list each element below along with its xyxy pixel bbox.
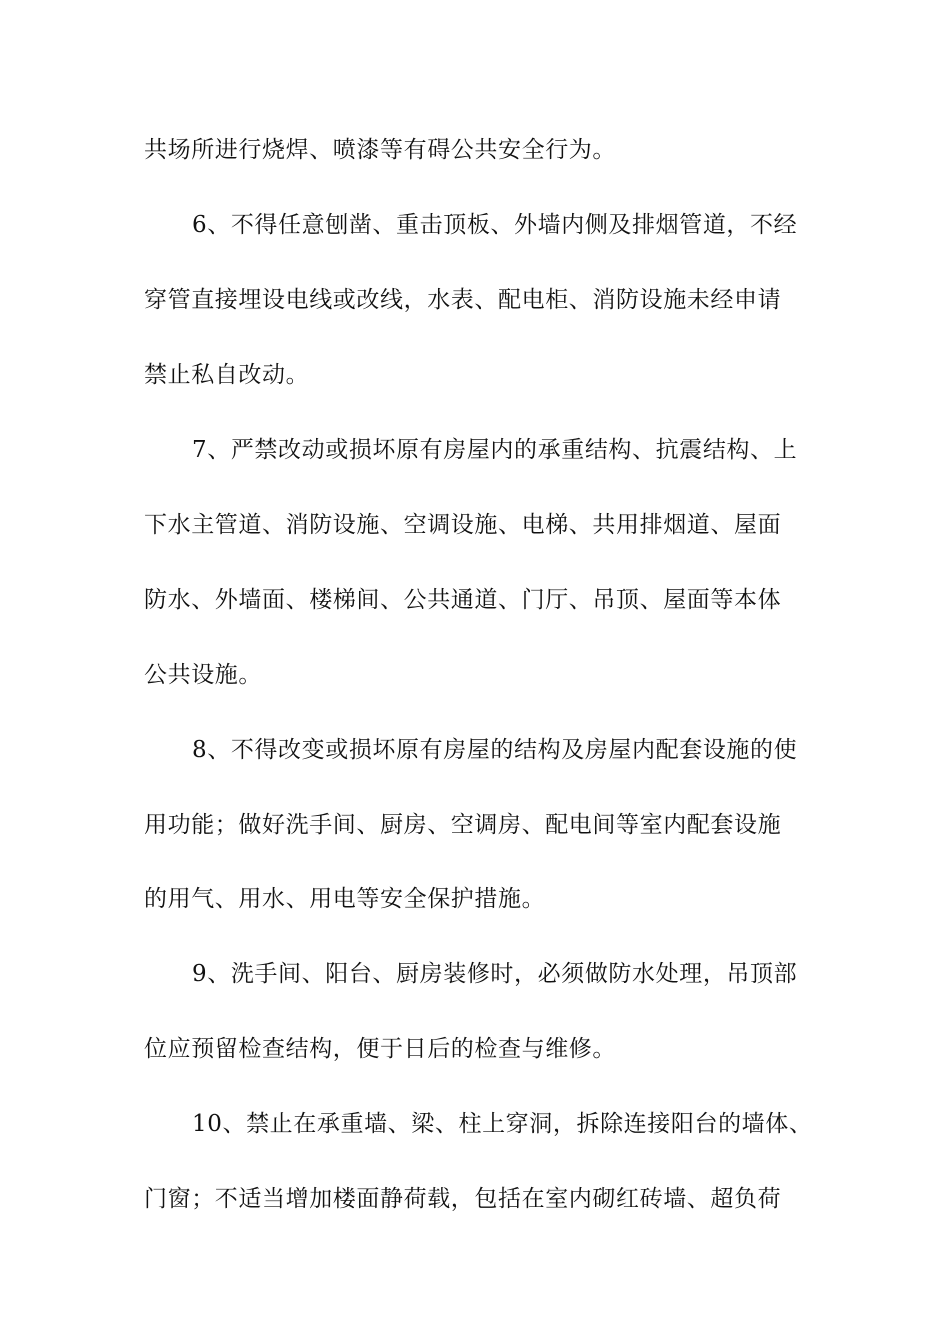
paragraph-8-start: 8、不得改变或损坏原有房屋的结构及房屋内配套设施的使 [192, 737, 798, 763]
text-line: 下水主管道、消防设施、空调设施、电梯、共用排烟道、屋面 [144, 512, 782, 538]
paragraph-7-start: 7、严禁改动或损坏原有房屋内的承重结构、抗震结构、上 [192, 437, 798, 463]
paragraph-10-start: 10、禁止在承重墙、梁、柱上穿洞，拆除连接阳台的墙体、 [192, 1111, 813, 1137]
text-line: 的用气、用水、用电等安全保护措施。 [144, 886, 546, 912]
text-line: 禁止私自改动。 [144, 362, 310, 388]
text-line: 公共设施。 [144, 662, 262, 688]
text-line: 共场所进行烧焊、喷漆等有碍公共安全行为。 [144, 137, 616, 163]
text-line: 位应预留检查结构，便于日后的检查与维修。 [144, 1036, 616, 1062]
text-line: 用功能；做好洗手间、厨房、空调房、配电间等室内配套设施 [144, 812, 782, 838]
paragraph-6-start: 6、不得任意刨凿、重击顶板、外墙内侧及排烟管道，不经 [192, 212, 798, 238]
text-line: 门窗；不适当增加楼面静荷载，包括在室内砌红砖墙、超负荷 [144, 1186, 782, 1212]
text-line: 穿管直接埋设电线或改线，水表、配电柜、消防设施未经申请 [144, 287, 782, 313]
text-line: 防水、外墙面、楼梯间、公共通道、门厅、吊顶、屋面等本体 [144, 587, 782, 613]
paragraph-9-start: 9、洗手间、阳台、厨房装修时，必须做防水处理，吊顶部 [192, 961, 798, 987]
